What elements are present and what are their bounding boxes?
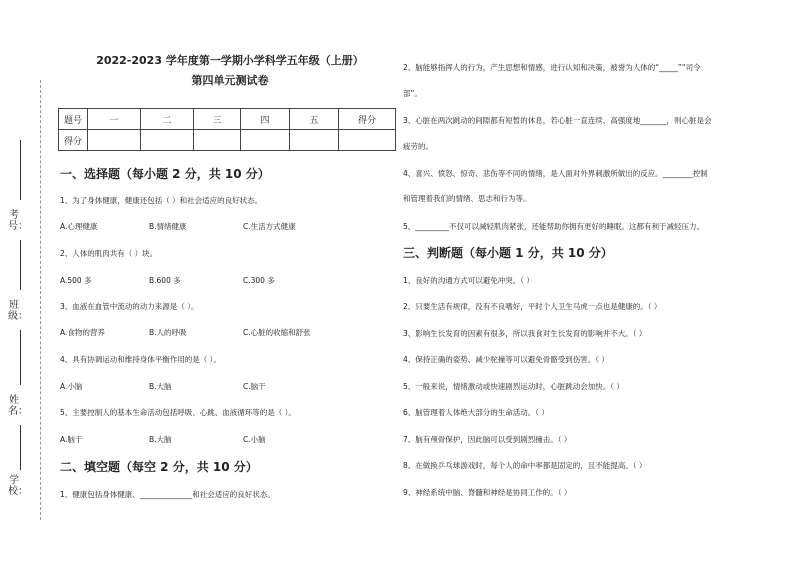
question-text: 3、血液在血管中流动的动力来源是（ ）。: [60, 302, 199, 311]
option-b: B.大脑: [149, 382, 172, 391]
section2-heading: 二、填空题（每空 2 分，共 10 分）: [60, 460, 258, 474]
fill-question-2: 2、脑能够指挥人的行为，产生思想和情感，进行认知和决策，被誉为人体的“_____”“司令: [403, 63, 701, 72]
score-cell[interactable]: [290, 130, 339, 151]
judge-question: 9、神经系统中脑、脊髓和神经是协同工作的。（ ）: [403, 488, 572, 497]
option-c: C.小脑: [243, 435, 266, 444]
judge-question: 1、良好的沟通方式可以避免冲突。（ ）: [403, 276, 534, 285]
judge-question: 7、脑有颅骨保护，因此脑可以受到剧烈撞击。（ ）: [403, 435, 572, 444]
option-b: B.600 多: [149, 276, 181, 285]
option-c: C.300 多: [243, 276, 275, 285]
section3-heading: 三、判断题（每小题 1 分，共 10 分）: [403, 246, 613, 260]
judge-question: 3、影响生长发育的因素有很多，所以我食对生长发育的影响并不大。（ ）: [403, 329, 647, 338]
option-a: A.小脑: [60, 382, 83, 391]
option-a: A.心理健康: [60, 222, 98, 231]
school-label: 学校：: [8, 475, 28, 497]
score-header-cell: 三: [194, 109, 241, 130]
score-header-cell: 五: [290, 109, 339, 130]
option-c: C.生活方式健康: [243, 222, 296, 231]
option-b: B.情绪健康: [149, 222, 187, 231]
fill-question-4-cont: 和管理着我们的情绪、思志和行为等。: [403, 194, 531, 203]
binding-dashed-line: [40, 80, 41, 520]
score-row-label: 得分: [59, 130, 88, 151]
judge-question: 4、保持正确的姿势、减少驼撞等可以避免骨骼受到伤害。（ ）: [403, 355, 609, 364]
class-line: [20, 240, 21, 290]
score-cell[interactable]: [241, 130, 290, 151]
score-table-header-row: [59, 109, 396, 130]
page-title: 2022-2023 学年度第一学期小学科学五年级（上册）: [96, 54, 364, 67]
option-c: C.心脏的收缩和舒张: [243, 328, 311, 337]
score-header-cell: 得分: [339, 109, 396, 130]
question-text: 2、人体的肌肉共有（ ）块。: [60, 249, 158, 258]
option-a: A.脑干: [60, 435, 83, 444]
page-subtitle: 第四单元测试卷: [191, 74, 269, 87]
fill-question-4: 4、喜兴、愤怒、惊奇、悲伤等不同的情绪，是人面对外界刺激所做出的反应。________控制: [403, 169, 708, 178]
fill-question-2-cont: 部”。: [403, 89, 422, 98]
score-header-cell: 四: [241, 109, 290, 130]
judge-question: 2、只要生活有规律，没有不良嗜好，平时个人卫生马虎一点也是健康的。（ ）: [403, 302, 662, 311]
judge-question: 5、一般来说，情绪激动或快速剧烈运动时，心脏跳动会加快。（ ）: [403, 382, 624, 391]
exam-number-line: [20, 140, 21, 200]
score-cell[interactable]: [88, 130, 141, 151]
score-cell[interactable]: [339, 130, 396, 151]
score-table: [58, 108, 396, 151]
judge-question: 6、脑管理着人体绝大部分的生命活动。（ ）: [403, 408, 549, 417]
class-label: 班级：: [8, 300, 28, 322]
option-b: B.人的呼吸: [149, 328, 187, 337]
section1-heading: 一、选择题（每小题 2 分，共 10 分）: [60, 167, 270, 181]
judge-question: 8、在做换乒乓球游戏时，每个人的命中率都是固定的，且不能提高。（ ）: [403, 461, 647, 470]
option-a: A.500 多: [60, 276, 92, 285]
name-label: 姓名：: [8, 395, 28, 417]
score-cell[interactable]: [141, 130, 194, 151]
question-text: 5、主要控制人的基本生命活动包括呼吸、心跳、血液循环等的是（ ）。: [60, 408, 296, 417]
exam-number-label: 考号：: [8, 210, 28, 232]
score-header-cell: 一: [88, 109, 141, 130]
option-a: A.食物的营养: [60, 328, 105, 337]
fill-question-5: 5、_________不仅可以减轻肌肉紧张，还能帮助你拥有更好的睡眠。这都有利于减轻压力。: [403, 222, 705, 231]
score-header-cell: 二: [141, 109, 194, 130]
question-text: 4、具有协调运动和维持身体平衡作用的是（ ）。: [60, 355, 221, 364]
score-table-score-row: [59, 130, 396, 151]
question-text: 1、为了身体健康，健康还包括（ ）和社会适应的良好状态。: [60, 196, 263, 205]
name-line: [20, 330, 21, 385]
school-line: [20, 425, 21, 470]
option-b: B.大脑: [149, 435, 172, 444]
fill-question-3: 3、心脏在两次跳动的间隙都有短暂的休息，若心脏一直连续、高强度地_______，则心脏是会: [403, 116, 712, 125]
score-cell[interactable]: [194, 130, 241, 151]
score-header-cell: 题号: [59, 109, 88, 130]
option-c: C.脑干: [243, 382, 266, 391]
fill-question-3-cont: 疲劳的。: [403, 142, 433, 151]
fill-question-1: 1、健康包括身体健康、______________和社会适应的良好状态。: [60, 490, 275, 499]
